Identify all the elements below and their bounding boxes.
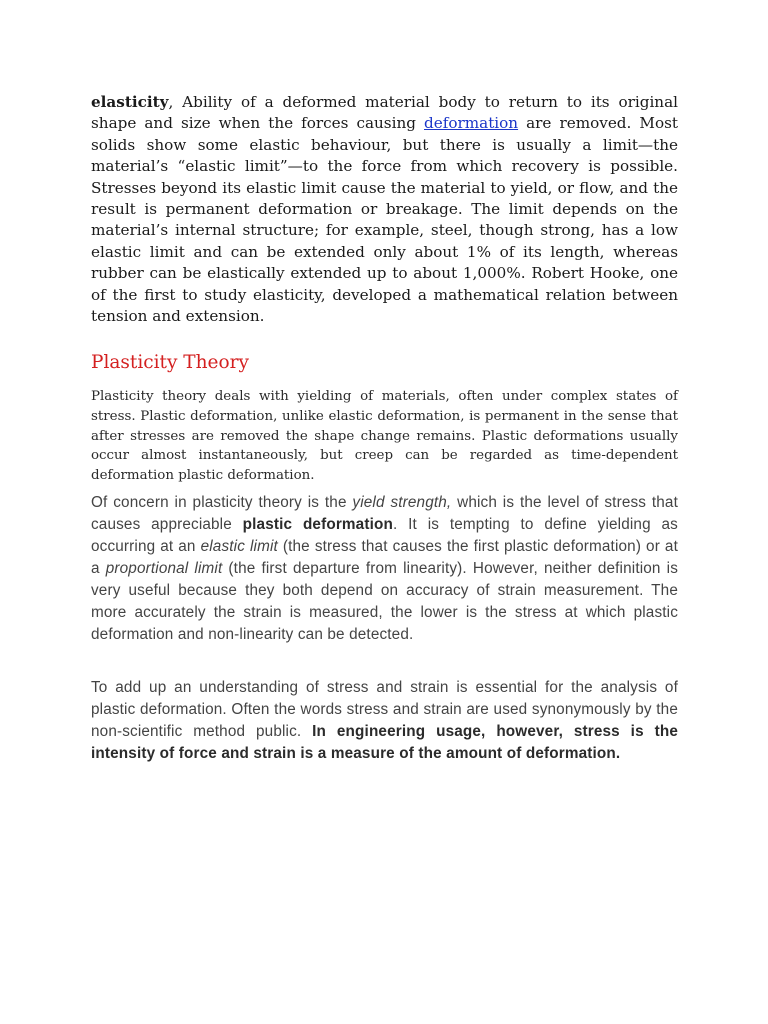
p4-bold-definition: In engineering usage, however, stress is the intensity of force and strain is a measure of the amount of deformation.	[91, 723, 678, 762]
term-elasticity: elasticity	[91, 93, 169, 111]
intro-paragraph	[91, 92, 678, 327]
article-body	[91, 92, 679, 762]
yield-strength-paragraph	[91, 492, 678, 646]
p3-italic-elastic-limit: elastic limit	[200, 538, 278, 555]
p3-italic-yield-strength: yield strength,	[352, 494, 452, 511]
plasticity-paragraph: Plasticity theory deals with yielding of materials, often under complex states of stress. Plastic deformation, unlike elastic deformation, is permanent in the sense that after stresses are removed the shape change remains. Plastic deformations usually occur almost instantaneously, but creep can be regarded as time-dependent deformation plastic deformation.	[91, 389, 678, 484]
p3-italic-proportional-limit: proportional limit	[105, 560, 223, 577]
p3-text-1: Of concern in plasticity theory is the	[91, 494, 353, 511]
section-heading: Plasticity Theory	[91, 352, 249, 373]
stress-strain-paragraph	[91, 677, 678, 765]
intro-text-part2: are removed. Most solids show some elastic behaviour, but there is usually a limit—the material’s “elastic limit”—to the force from which recovery is possible. Stresses beyond its elastic limit cause the material to yield, or flow, and the result is permanent deformation or breakage. The limit depends on the material’s internal structure; for example, steel, though strong, has a low elastic limit and can be extended only about 1% of its length, whereas rubber can be elastically extended up to about 1,000%. Robert Hooke, one of the first to study elasticity, developed a mathematical relation between tension and extension.	[91, 114, 678, 326]
p3-text-4: (the stress that causes the first plastic deformation) or at a	[91, 538, 678, 577]
p3-text-3: . It is tempting to define yielding as occurring at an	[91, 516, 678, 555]
intro-text-part1: , Ability of a deformed material body to return to its original shape and size when the forces causing	[91, 93, 678, 133]
p3-text-5: (the first departure from linearity). However, neither definition is very useful because they both depend on accuracy of strain measurement. The more accurately the strain is measured, the lower is the stress at which plastic deformation and non-linearity can be detected.	[91, 560, 679, 643]
p4-text-1: To add up an understanding of stress and strain is essential for the analysis of plastic deformation. Often the words stress and strain are used synonymously by the non-scientific method public.	[91, 679, 678, 740]
p3-text-2: which is the level of stress that causes appreciable	[91, 494, 678, 533]
deformation-link[interactable]: deformation	[424, 114, 519, 133]
p3-bold-plastic-deformation: plastic deformation	[242, 516, 393, 533]
